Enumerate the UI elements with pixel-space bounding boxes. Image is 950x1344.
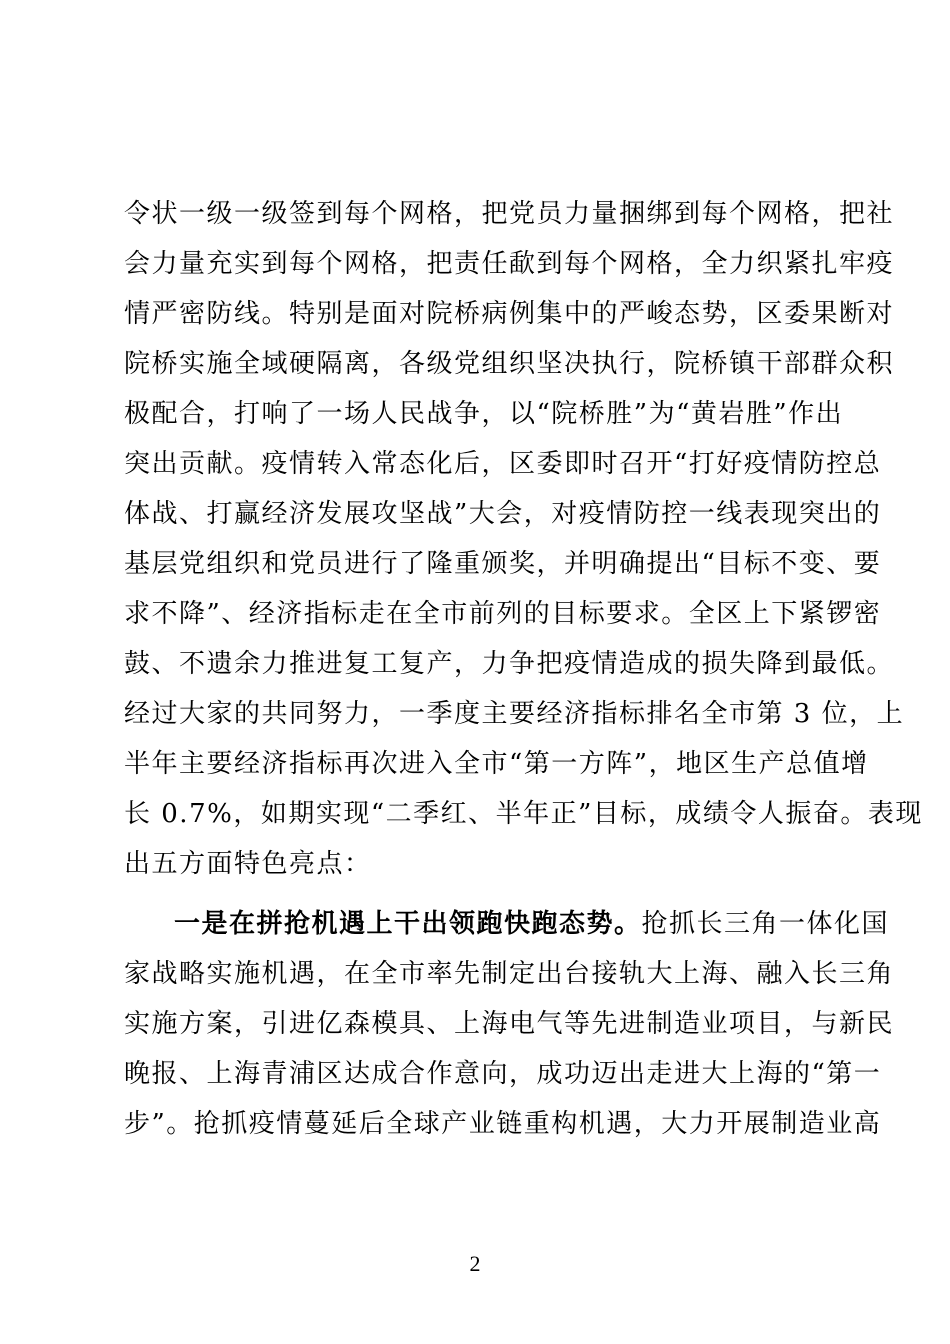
paragraph-2-bold-lead: 一是在拼抢机遇上干出领跑快跑态势。 — [174, 909, 642, 939]
page-number: 2 — [469, 1251, 481, 1276]
paragraph-1-line-3: 情严密防线。特别是面对院桥病例集中的严峻态势，区委果断对 — [124, 299, 895, 329]
paragraph-2-first-line-rest: 抢抓长三角一体化国 — [641, 909, 890, 939]
paragraph-1-line-8: 基层党组织和党员进行了隆重颁奖，并明确提出“目标不变、要 — [124, 549, 882, 579]
paragraph-1-line-1: 令状一级一级签到每个网格，把党员力量捆绑到每个网格，把社 — [124, 199, 895, 229]
paragraph-2-line-5: 步”。抢抓疫情蔓延后全球产业链重构机遇，大力开展制造业高 — [124, 1109, 882, 1139]
paragraph-1-line-6: 突出贡献。疫情转入常态化后，区委即时召开“打好疫情防控总 — [124, 449, 882, 479]
paragraph-1-line-4: 院桥实施全域硬隔离，各级党组织坚决执行，院桥镇干部群众积 — [124, 349, 895, 379]
paragraph-1-line-12: 半年主要经济指标再次进入全市“第一方阵”，地区生产总值增 — [124, 749, 869, 779]
paragraph-2-line-1 — [174, 905, 890, 943]
paragraph-1-line-2: 会力量充实到每个网格，把责任歃到每个网格，全力织紧扎牢疫 — [124, 249, 895, 279]
paragraph-2-line-2: 家战略实施机遇，在全市率先制定出台接轨大上海、融入长三角 — [124, 959, 895, 989]
paragraph-2-line-3: 实施方案，引进亿森模具、上海电气等先进制造业项目，与新民 — [124, 1009, 895, 1039]
paragraph-1-line-9: 求不降”、经济指标走在全市前列的目标要求。全区上下紧锣密 — [124, 599, 882, 629]
paragraph-1-line-7: 体战、打赢经济发展攻坚战”大会，对疫情防控一线表现突出的 — [124, 499, 882, 529]
paragraph-1-line-10: 鼓、不遗余力推进复工复产，力争把疫情造成的损失降到最低。 — [124, 649, 895, 679]
paragraph-1-line-5: 极配合，打响了一场人民战争，以“院桥胜”为“黄岩胜”作出 — [124, 399, 844, 429]
paragraph-1-line-11: 经过大家的共同努力，一季度主要经济指标排名全市第 3 位，上 — [124, 699, 905, 729]
paragraph-1-line-14: 出五方面特色亮点： — [124, 849, 372, 879]
paragraph-2-line-4: 晚报、上海青浦区达成合作意向，成功迈出走进大上海的“第一 — [124, 1059, 882, 1089]
paragraph-1-line-13: 长 0.7%，如期实现“二季红、半年正”目标，成绩令人振奋。表现 — [124, 799, 923, 829]
